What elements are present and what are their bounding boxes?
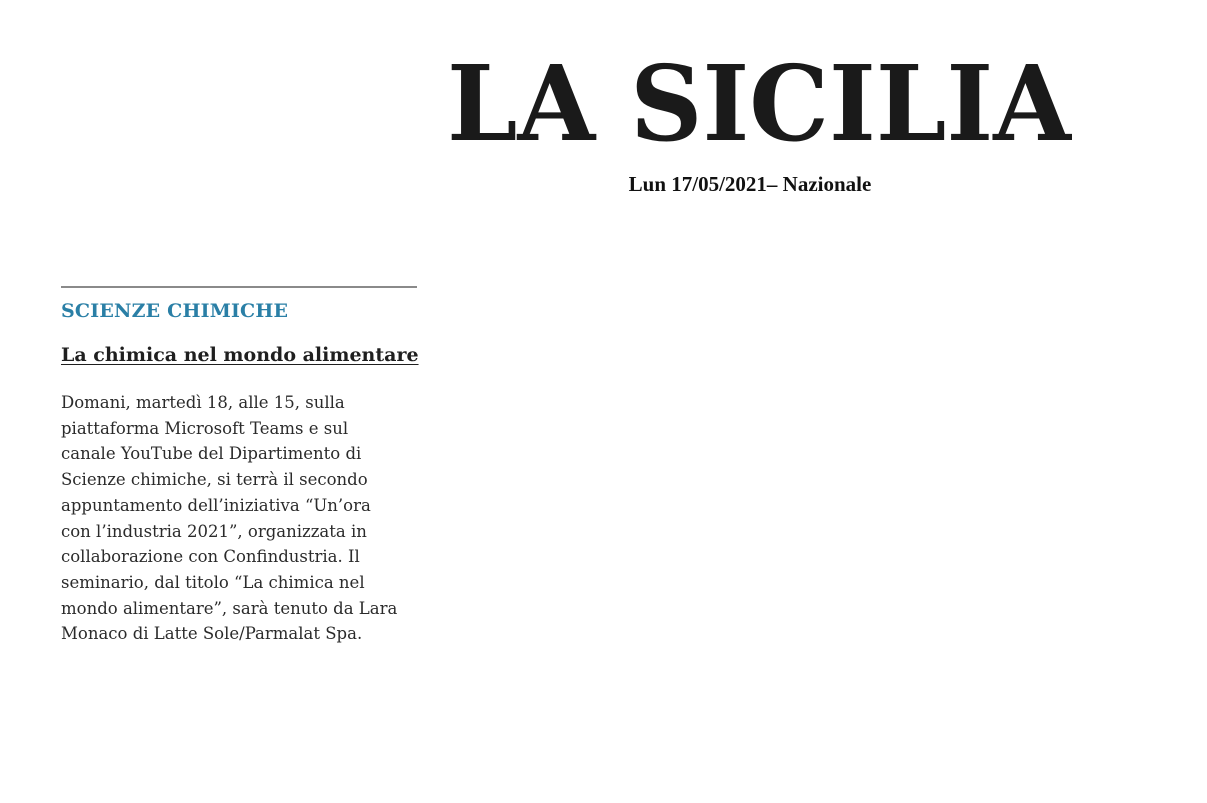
article-body-line: Monaco di Latte Sole/Parmalat Spa. — [61, 624, 363, 644]
article-body-line: piattaforma Microsoft Teams e sul — [61, 418, 349, 438]
masthead-logo-graphic — [446, 58, 1072, 150]
newspaper-masthead-logo — [446, 58, 1072, 150]
article-headline: La chimica nel mondo alimentare — [61, 344, 419, 366]
article-body-line: seminario, dal titolo “La chimica nel — [61, 572, 365, 592]
article-body-line: collaborazione con Confindustria. Il — [61, 547, 360, 567]
article-body-line: con l’industria 2021”, organizzata in — [61, 521, 367, 541]
section-label: SCIENZE CHIMICHE — [61, 300, 289, 322]
article-body-line: Scienze chimiche, si terrà il secondo — [61, 470, 368, 490]
edition-date-line: Lun 17/05/2021– Nazionale — [628, 172, 872, 196]
section-divider — [61, 286, 417, 288]
article-body-line: appuntamento dell’iniziativa “Un’ora — [61, 495, 371, 515]
article-clipping — [61, 286, 421, 647]
article-body-line: Domani, martedì 18, alle 15, sulla — [61, 393, 345, 412]
article-body — [61, 390, 423, 647]
article-body-line: mondo alimentare”, sarà tenuto da Lara — [61, 598, 398, 618]
masthead-title: LA SICILIA — [447, 58, 1072, 150]
article-body-line: canale YouTube del Dipartimento di — [61, 444, 362, 464]
